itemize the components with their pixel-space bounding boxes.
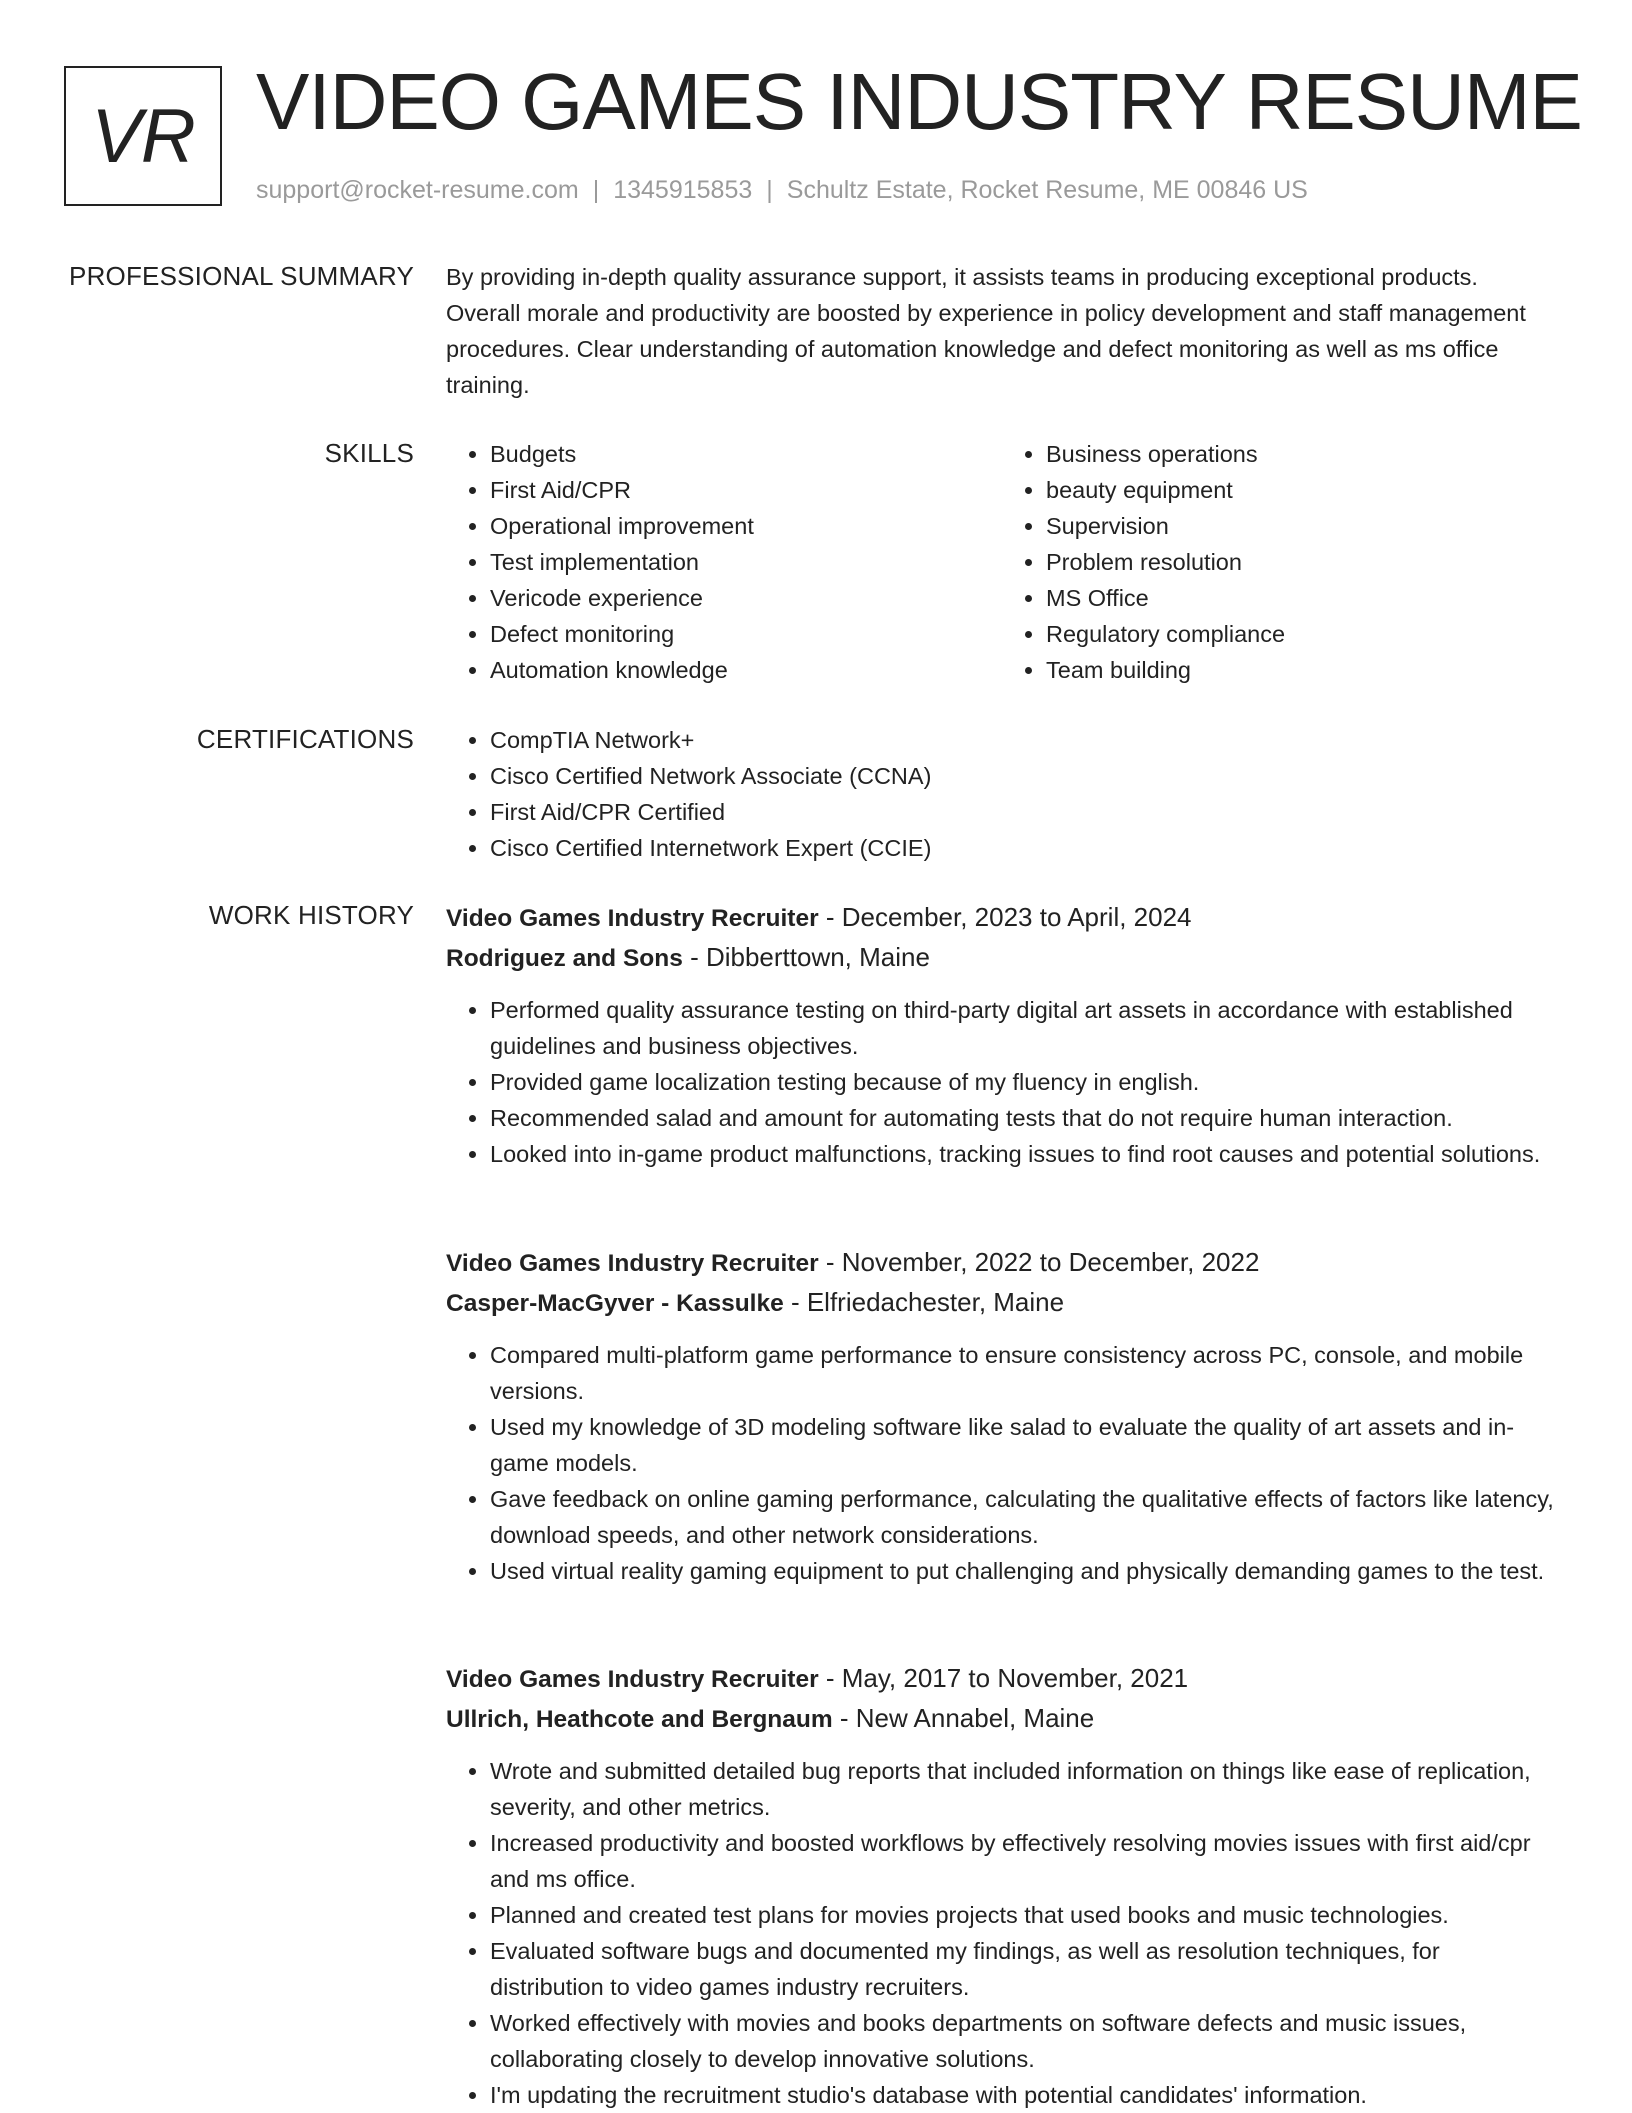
- skills-list-left: [446, 436, 1002, 688]
- certifications-list: [446, 722, 1558, 866]
- skill-item: • Business operations: [1046, 436, 1558, 472]
- job-title-line: [446, 1659, 1558, 1699]
- job-location: - New Annabel, Maine: [832, 1703, 1095, 1733]
- job-dates: - May, 2017 to November, 2021: [818, 1663, 1189, 1693]
- job-bullets: [446, 1337, 1558, 1589]
- job-bullet: • Provided game localization testing because of my fluency in english.: [490, 1064, 1558, 1100]
- job-bullet: • Gave feedback on online gaming performance, calculating the qualitative effects of factors like latency, download speeds, and other network considerations.: [490, 1481, 1558, 1553]
- skill-item: • Vericode experience: [490, 580, 1002, 616]
- skill-item: • Team building: [1046, 652, 1558, 688]
- resume-title: VIDEO GAMES INDUSTRY RESUME: [256, 57, 1582, 146]
- contact-separator: |: [592, 176, 600, 204]
- skill-item: • Budgets: [490, 436, 1002, 472]
- certification-item: • Cisco Certified Internetwork Expert (CCIE): [490, 830, 1558, 866]
- job-dates: - November, 2022 to December, 2022: [818, 1247, 1260, 1277]
- work-history-heading: WORK HISTORY: [208, 900, 414, 930]
- job-dates: - December, 2023 to April, 2024: [818, 902, 1192, 932]
- job-bullet: • Compared multi-platform game performance to ensure consistency across PC, console, and mobile versions.: [490, 1337, 1558, 1409]
- job-bullet: • Looked into in-game product malfunctions, tracking issues to find root causes and potential solutions.: [490, 1136, 1558, 1172]
- job-company-line: [446, 1699, 1558, 1739]
- skills-list-right: [1002, 436, 1558, 688]
- skill-item: • First Aid/CPR: [490, 472, 1002, 508]
- job-title: Video Games Industry Recruiter: [446, 1666, 819, 1693]
- skill-item: • beauty equipment: [1046, 472, 1558, 508]
- job-bullet: • Evaluated software bugs and documented my findings, as well as resolution techniques, for distribution to video games industry recruiters.: [490, 1933, 1558, 2005]
- job-bullet: • Planned and created test plans for movies projects that used books and music technologies.: [490, 1897, 1558, 1933]
- job-location: - Elfriedachester, Maine: [783, 1287, 1065, 1317]
- job-title-line: [446, 1243, 1558, 1283]
- contact-phone: 1345915853: [613, 176, 753, 204]
- job-title: Video Games Industry Recruiter: [446, 905, 819, 932]
- skill-item: • Operational improvement: [490, 508, 1002, 544]
- job-title: Video Games Industry Recruiter: [446, 1250, 819, 1277]
- job-company: Rodriguez and Sons: [446, 945, 683, 972]
- certification-item: • CompTIA Network+: [490, 722, 1558, 758]
- job-bullet: • Increased productivity and boosted workflows by effectively resolving movies issues with first aid/cpr and ms office.: [490, 1825, 1558, 1897]
- job-company: Ullrich, Heathcote and Bergnaum: [446, 1706, 833, 1733]
- skill-item: • Test implementation: [490, 544, 1002, 580]
- job-company: Casper-MacGyver - Kassulke: [446, 1290, 784, 1317]
- job-title-line: [446, 898, 1558, 938]
- job-bullet: • Recommended salad and amount for automating tests that do not require human interaction.: [490, 1100, 1558, 1136]
- skill-item: • Automation knowledge: [490, 652, 1002, 688]
- contact-line: [256, 174, 1308, 206]
- contact-separator: |: [766, 176, 773, 204]
- contact-email: support@rocket-resume.com: [256, 176, 579, 204]
- summary-heading: PROFESSIONAL SUMMARY: [69, 261, 414, 291]
- job-bullet: • Wrote and submitted detailed bug reports that included information on things like ease of replication, severity, and other metrics.: [490, 1753, 1558, 1825]
- job-bullets: [446, 992, 1558, 1172]
- skill-item: • Problem resolution: [1046, 544, 1558, 580]
- skill-item: • MS Office: [1046, 580, 1558, 616]
- job-company-line: [446, 938, 1558, 978]
- summary-text: By providing in-depth quality assurance support, it assists teams in producing exceptional products. Overall morale and productivity are boosted by experience in policy development and staff management procedures. Clear understanding of automation knowledge and defect monitoring as well as ms office training.: [446, 264, 1526, 398]
- job-bullet: • I'm updating the recruitment studio's database with potential candidates' information.: [490, 2077, 1558, 2113]
- skill-item: • Regulatory compliance: [1046, 616, 1558, 652]
- certifications-heading: CERTIFICATIONS: [196, 724, 414, 754]
- initials-monogram: VR: [64, 66, 222, 206]
- job-bullet: • Worked effectively with movies and books departments on software defects and music issues, collaborating closely to develop innovative solutions.: [490, 2005, 1558, 2077]
- job-bullet: • Used virtual reality gaming equipment to put challenging and physically demanding games to the test.: [490, 1553, 1558, 1589]
- job-bullet: • Performed quality assurance testing on third-party digital art assets in accordance with established guidelines and business objectives.: [490, 992, 1558, 1064]
- certification-item: • First Aid/CPR Certified: [490, 794, 1558, 830]
- job-location: - Dibberttown, Maine: [682, 942, 930, 972]
- certification-item: • Cisco Certified Network Associate (CCNA): [490, 758, 1558, 794]
- skill-item: • Defect monitoring: [490, 616, 1002, 652]
- skill-item: • Supervision: [1046, 508, 1558, 544]
- job-company-line: [446, 1283, 1558, 1323]
- job-bullet: • Used my knowledge of 3D modeling software like salad to evaluate the quality of art assets and in-game models.: [490, 1409, 1558, 1481]
- job-bullets: [446, 1753, 1558, 2113]
- skills-heading: SKILLS: [324, 438, 414, 468]
- contact-address: Schultz Estate, Rocket Resume, ME 00846 US: [786, 176, 1308, 204]
